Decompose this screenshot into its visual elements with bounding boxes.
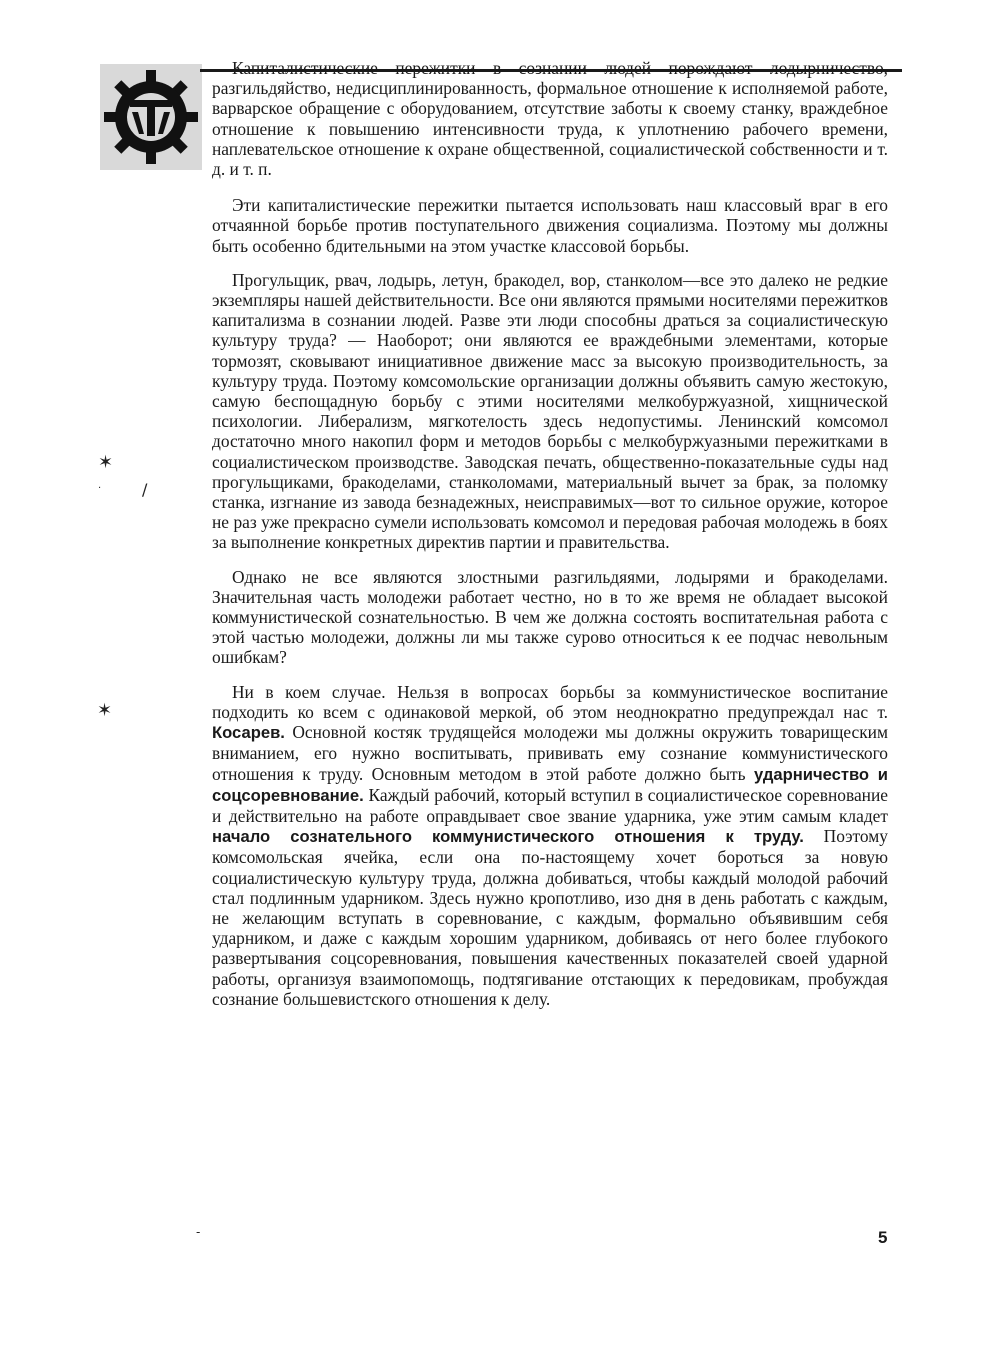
paragraph	[212, 682, 888, 1009]
text-segment: Капиталистические пережитки в сознании людей порождают лодырничество, разгильдяйство, недисциплинированность, формальное отношение к исполняемой работе, варварское обращение с оборудованием, отсутствие заботы к своему станку, враждебное отношение к повышению интенсивности труда, к уплотнению рабочего времени, наплевательское отношение к охране общественной, социалистической собственности и т. д. и т. п.	[212, 58, 888, 180]
paragraph	[212, 567, 888, 668]
text-segment: Ни в коем случае. Нельзя в вопросах борьбы за коммунистическое воспитание подходить ко всем с одинаковой меркой, об этом неоднократно предупреждал нас т.	[212, 681, 888, 722]
paragraph	[212, 195, 888, 256]
margin-mark: ✶	[97, 700, 113, 721]
margin-mark: ·	[98, 483, 102, 494]
text-segment: Эти капиталистические пережитки пытается использовать наш классовый враг в его отчаянной борьбе против поступательного движения социализма. Поэтому мы должны быть особенно бдительными на этом участке классовой борьбы.	[212, 195, 888, 256]
bold-phrase: начало сознательного коммунистического отношения к труду.	[212, 827, 804, 847]
bold-phrase: ударничество и соцсоревнование.	[212, 764, 888, 805]
text-segment: Основной костяк трудящейся молодежи мы должны окружить товарищеским вниманием, его нужно воспитывать, прививать ему сознание коммунистического отношения к труду. Основным методом в этой работе должно быть	[212, 722, 888, 784]
page-number: 5	[878, 1228, 888, 1247]
text-segment: Поэтому комсомольская ячейка, если она по-настоящему хочет бороться за новую социалистическую культуру труда, должна добиваться, чтобы каждый молодой рабочий стал подлинным ударником. Здесь нужно кропотливо, изо дня в день работать с каждым, не желающим вступать в соревнование, с каждым, формально объявившим себя ударником, и даже с каждым хорошим ударником, добиваясь от него более глубокого развертывания соцсоревнования, повышения качественных показателей своей ударной работы, организуя взаимопомощь, подтягивание отстающих к передовикам, пробуждая сознание большевистского отношения к делу.	[212, 826, 888, 1009]
margin-mark: /	[142, 480, 148, 499]
text-segment: Прогульщик, рвач, лодырь, летун, бракодел, вор, станколом—все это далеко не редкие экземпляры нашей действительности. Все они являются прямыми носителями пережитков капитализма в сознании людей. Разве эти люди способны драться за социалистическую культуру труда? — Наоборот; они являются ее враждебными элементами, которые тормозят, сковывают инициативное движение масс за высокую производительность, за культуру труда. Поэтому комсомольские организации должны объявить самую жестокую, самую беспощадную борьбу с этими носителями мелкобуржуазной, хищнической психологии. Либерализм, мягкотелость здесь недопустимы. Ленинский комсомол достаточно много накопил форм и методов борьбы с мелкобуржуазными пережитками в социалистическом производстве. Заводская печать, общественно-показательные суды над прогульщиками, бракоделами, станколомами, материальный вычет за брак, за поломку станка, изгнание из завода безнадежных, неисправимых—вот то сильное оружие, которое не раз уже прекрасно сумели использовать комсомол и передовая рабочая молодежь в боях за выполнение конкретных директив партии и правительства.	[212, 269, 888, 553]
logo	[100, 64, 202, 170]
body-text	[212, 58, 888, 1023]
bold-phrase: Косарев.	[212, 723, 285, 743]
text-segment: Каждый рабочий, который вступил в социалистическое соревнование и действительно на работе оправдывает свое звание ударника, уже этим самым кладет	[212, 784, 888, 826]
paragraph	[212, 58, 888, 179]
text-segment: Однако не все являются злостными разгильдяями, лодырями и бракоделами. Значительная часть молодежи работает честно, но в то же время не обладает высокой коммунистической сознательностью. В чем же должна состоять воспитательная работа с этой частью молодежи, должны ли мы также сурово относиться к ее подчас невольным ошибкам?	[212, 566, 888, 668]
paragraph	[212, 270, 888, 553]
margin-mark: ✶	[98, 452, 114, 473]
gear-monogram-icon	[102, 68, 200, 166]
margin-mark: -	[196, 1225, 201, 1239]
